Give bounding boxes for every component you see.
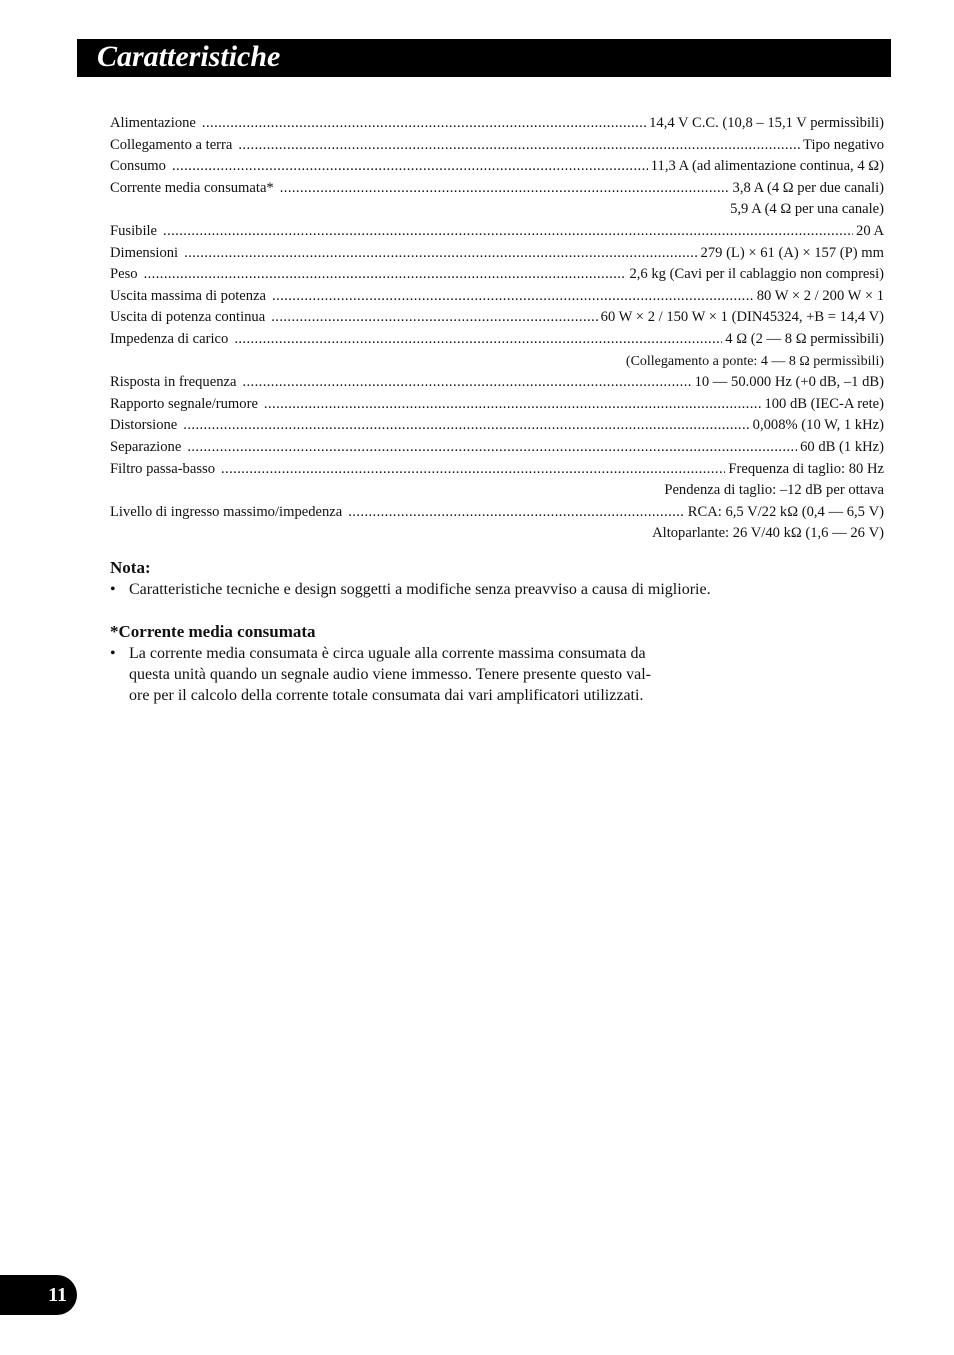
spec-label: Fusibile [110,222,158,239]
bullet-mark: • [110,581,116,598]
spec-row [110,502,884,524]
current-note-text [129,643,810,706]
spec-label: Dimensioni [110,244,179,261]
spec-label: Livello di ingresso massimo/impedenza [110,503,343,520]
leader-dots [264,394,762,416]
note-heading: Nota: [110,558,151,577]
spec-label: Impedenza di carico [110,330,229,347]
spec-value: 100 dB (IEC-A rete) [764,395,884,412]
spec-row [110,243,884,265]
spec-label: Filtro passa-basso [110,460,215,477]
leader-dots [272,286,754,308]
spec-label: Rapporto segnale/rumore [110,395,258,412]
leader-dots [172,156,648,178]
spec-row [110,178,884,200]
leader-dots [144,264,627,286]
spec-value: Frequenza di taglio: 80 Hz [728,460,884,477]
spec-value: 60 W × 2 / 150 W × 1 (DIN45324, +B = 14,4 V) [600,309,884,326]
text-line: ore per il calcolo della corrente totale consumata dai vari amplificatori utilizzati. [129,687,644,704]
note-bullet [110,579,810,600]
leader-dots [202,113,646,135]
spec-value: 20 A [856,222,884,239]
spec-label: Alimentazione [110,115,196,131]
leader-dots [238,135,800,157]
spec-row [110,113,884,135]
current-note-heading: *Corrente media consumata [110,622,316,641]
spec-value: Tipo negativo [803,136,884,153]
current-note-bullet [110,643,810,706]
spec-row [110,135,884,157]
spec-label: Uscita massima di potenza [110,287,267,304]
leader-dots [242,372,691,394]
spec-value: 279 (L) × 61 (A) × 157 (P) mm [700,244,884,261]
spec-label: Risposta in frequenza [110,374,237,391]
spec-row [110,286,884,308]
spec-value: 11,3 A (ad alimentazione continua, 4 Ω) [650,158,884,175]
spec-row [110,221,884,243]
spec-label: Separazione [110,438,182,455]
spec-value: 10 — 50.000 Hz (+0 dB, –1 dB) [694,374,884,391]
spec-value: 60 dB (1 kHz) [800,438,884,455]
text-line: questa unità quando un segnale audio viene immesso. Tenere presente questo val- [129,666,651,683]
spec-row [110,307,884,329]
section-title-bar [77,39,891,77]
spec-continuation: Pendenza di taglio: –12 dB per ottava [664,482,884,499]
spec-label: Distorsione [110,417,178,434]
spec-label: Collegamento a terra [110,136,233,153]
spec-value: RCA: 6,5 V/22 kΩ (0,4 — 6,5 V) [687,503,884,520]
leader-dots [234,329,722,351]
page-number-tab [0,1275,77,1315]
specifications-list [110,113,884,545]
spec-row [110,394,884,416]
spec-label: Uscita di potenza continua [110,309,266,326]
leader-dots [348,502,685,524]
leader-dots [280,178,730,200]
spec-value: 2,6 kg (Cavi per il cablaggio non compresi) [629,266,884,283]
spec-label: Consumo [110,158,166,175]
spec-continuation: Altoparlante: 26 V/40 kΩ (1,6 — 26 V) [652,525,884,542]
note-text: Caratteristiche tecniche e design soggetti a modifiche senza preavviso a causa di migliorie. [129,581,711,598]
spec-value: 14,4 V C.C. (10,8 – 15,1 V permissìbili) [649,115,884,131]
spec-row [110,437,884,459]
text-line: La corrente media consumata è circa uguale alla corrente massima consumata da [129,645,646,662]
spec-row [110,156,884,178]
bullet-mark: • [110,645,116,662]
leader-dots [187,437,797,459]
spec-label: Peso [110,266,138,283]
page-number: 11 [48,1284,67,1306]
spec-value: 3,8 A (4 Ω per due canali) [732,179,884,196]
spec-value: 80 W × 2 / 200 W × 1 [756,287,884,304]
spec-row [110,372,884,394]
spec-value: 4 Ω (2 — 8 Ω permissìbili) [725,330,884,347]
leader-dots [163,221,853,243]
spec-row [110,459,884,481]
leader-dots [221,459,725,481]
page-title: Caratteristiche [97,40,281,73]
spec-value: 0,008% (10 W, 1 kHz) [752,417,884,434]
spec-row [110,264,884,286]
leader-dots [184,243,697,265]
spec-row [110,415,884,437]
spec-continuation: 5,9 A (4 Ω per una canale) [730,201,884,218]
leader-dots [183,415,749,437]
spec-continuation: (Collegamento a ponte: 4 — 8 Ω permissìbili) [625,353,884,369]
spec-label: Corrente media consumata* [110,179,274,196]
leader-dots [271,307,597,329]
spec-row [110,329,884,351]
